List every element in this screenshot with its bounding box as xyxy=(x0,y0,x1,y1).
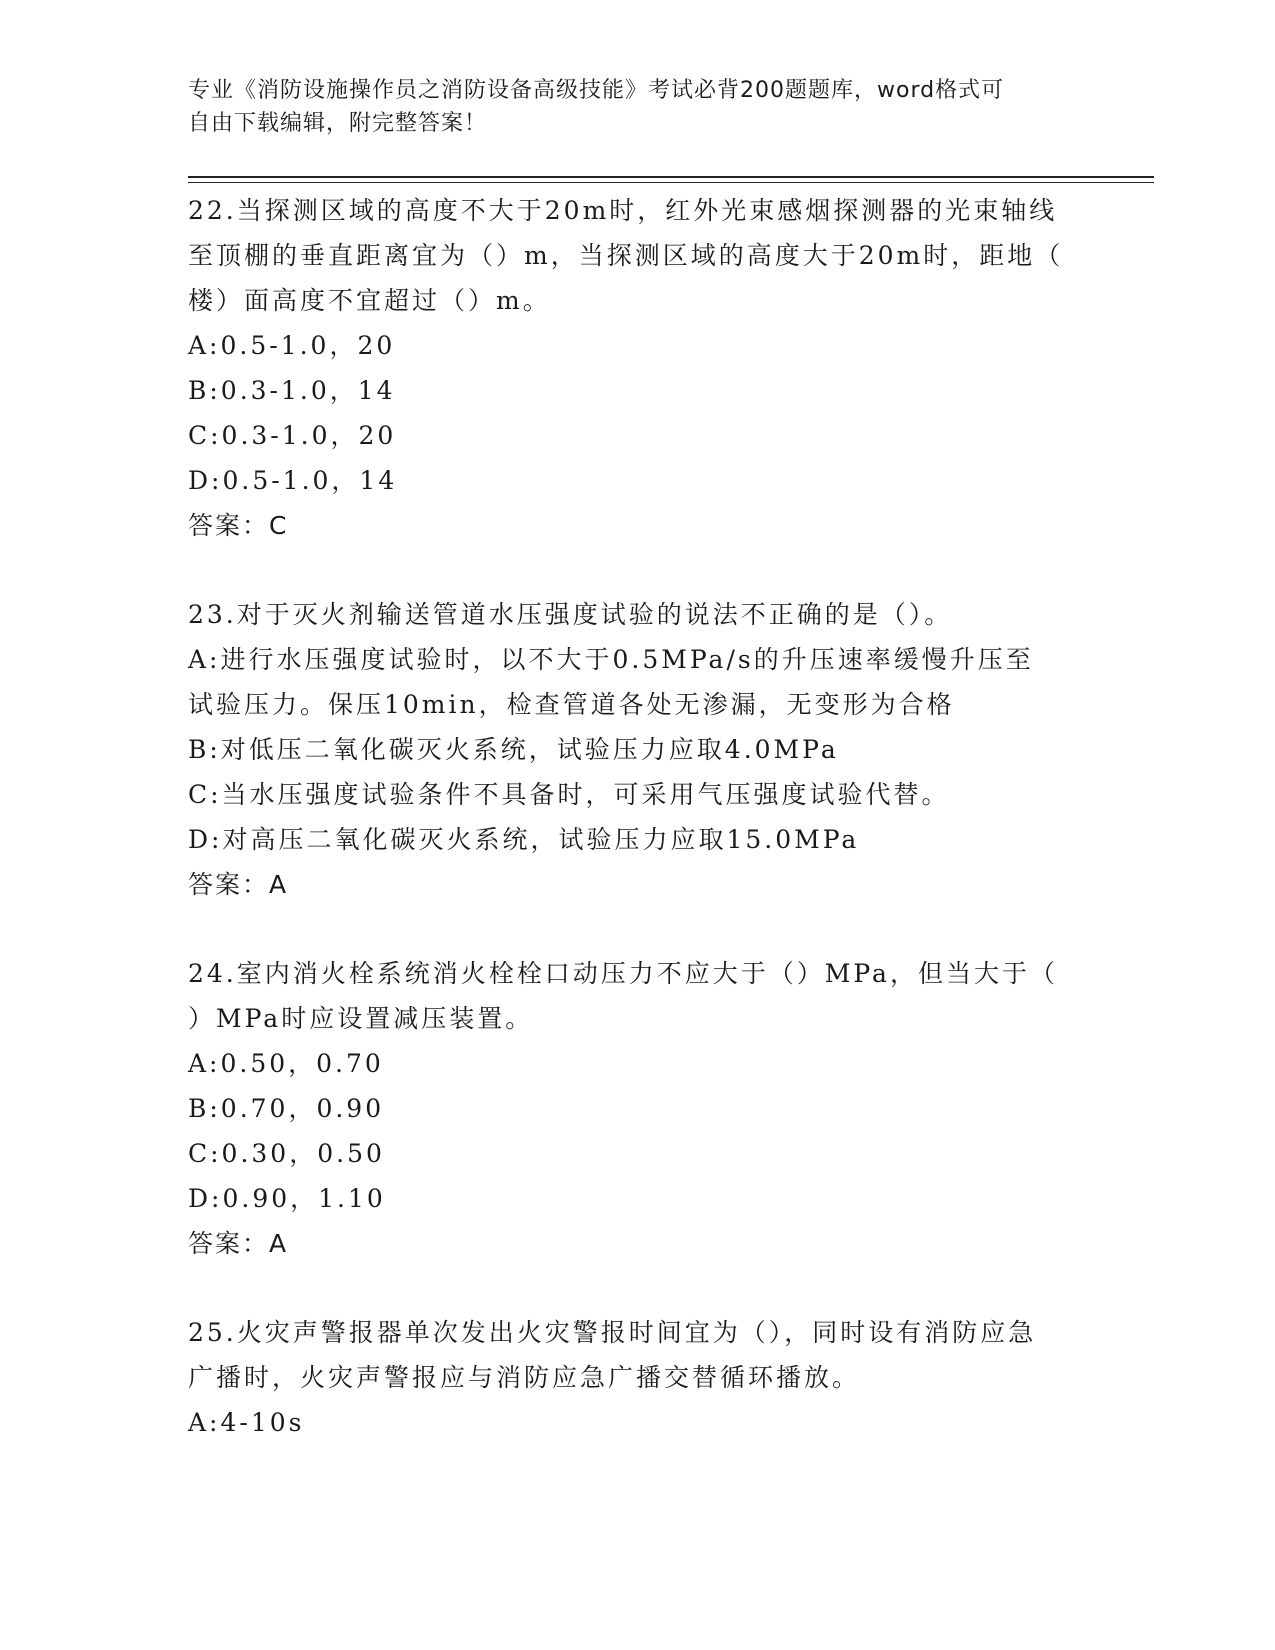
option-a: A:0.50，0.70 xyxy=(188,1049,384,1078)
question-stem-line: ）MPa时应设置减压装置。 xyxy=(188,1004,534,1033)
answer-line: 答案：A xyxy=(188,1229,289,1258)
question-23 xyxy=(188,592,1088,907)
answer-line: 答案：C xyxy=(188,511,289,540)
option-b: B:对低压二氧化碳灭火系统，试验压力应取4.0MPa xyxy=(188,735,839,764)
question-stem-line: 25.火灾声警报器单次发出火灾警报时间宜为（），同时设有消防应急 xyxy=(188,1318,1037,1347)
header-line-2: 自由下载编辑，附完整答案！ xyxy=(188,111,488,136)
header-divider-thin xyxy=(188,182,1154,183)
option-b: B:0.70，0.90 xyxy=(188,1094,385,1123)
option-a: A:进行水压强度试验时，以不大于0.5MPa/s的升压速率缓慢升压至 xyxy=(188,645,1034,674)
question-stem-line: 22.当探测区域的高度不大于20m时，红外光束感烟探测器的光束轴线 xyxy=(188,196,1058,225)
question-24 xyxy=(188,951,1088,1266)
option-c: C:当水压强度试验条件不具备时，可采用气压强度试验代替。 xyxy=(188,780,950,809)
question-stem-line: 24.室内消火栓系统消火栓栓口动压力不应大于（）MPa，但当大于（ xyxy=(188,959,1058,988)
answer-line: 答案：A xyxy=(188,870,289,899)
option-b: B:0.3-1.0，14 xyxy=(188,376,396,405)
header-line-1: 专业《消防设施操作员之消防设备高级技能》考试必背200题题库，word格式可 xyxy=(188,78,1005,103)
option-a-continuation: 试验压力。保压10min，检查管道各处无渗漏，无变形为合格 xyxy=(188,690,955,719)
option-a: A:0.5-1.0，20 xyxy=(188,331,396,360)
document-header xyxy=(188,74,1088,140)
option-d: D:0.90，1.10 xyxy=(188,1184,386,1213)
option-d: D:0.5-1.0，14 xyxy=(188,466,398,495)
option-c: C:0.30，0.50 xyxy=(188,1139,385,1168)
question-stem-line: 23.对于灭火剂输送管道水压强度试验的说法不正确的是（）。 xyxy=(188,600,953,629)
question-25 xyxy=(188,1310,1088,1445)
option-c: C:0.3-1.0，20 xyxy=(188,421,397,450)
option-a: A:4-10s xyxy=(188,1408,305,1437)
question-stem-line: 楼）面高度不宜超过（）m。 xyxy=(188,286,551,315)
question-list xyxy=(188,188,1088,1489)
option-d: D:对高压二氧化碳灭火系统，试验压力应取15.0MPa xyxy=(188,825,860,854)
question-22 xyxy=(188,188,1088,548)
header-divider-thick xyxy=(188,176,1154,178)
question-stem-line: 至顶棚的垂直距离宜为（）m，当探测区域的高度大于20m时，距地（ xyxy=(188,241,1064,270)
question-stem-line: 广播时，火灾声警报应与消防应急广播交替循环播放。 xyxy=(188,1363,861,1392)
